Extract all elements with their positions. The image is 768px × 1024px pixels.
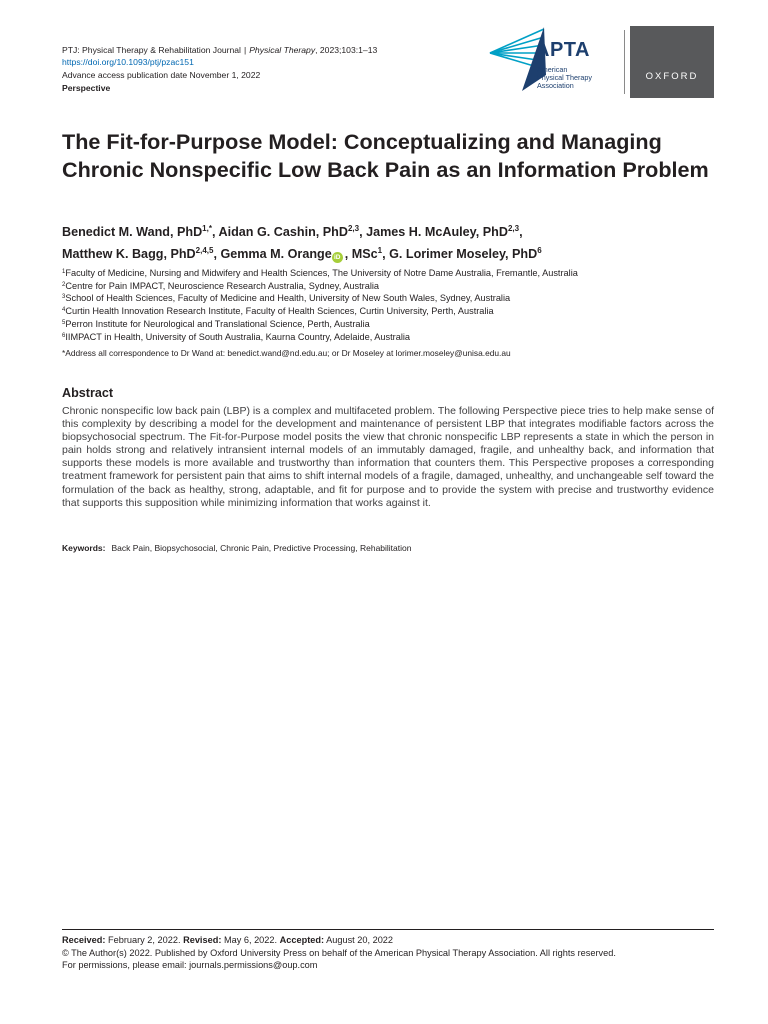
- doi-link[interactable]: https://doi.org/10.1093/ptj/pzac151: [62, 57, 194, 68]
- affiliation: [62, 267, 722, 280]
- affiliation-number: 1: [62, 269, 66, 275]
- correspondence-note: *Address all correspondence to Dr Wand at: benedict.wand@nd.edu.au; or Dr Moseley at lorimer.moseley@unisa.edu.au: [62, 348, 511, 358]
- oxford-wordmark: OXFORD: [645, 71, 699, 82]
- apta-subtitle-line: Association: [537, 81, 574, 90]
- journal-name: PTJ: Physical Therapy & Rehabilitation Journal: [62, 45, 241, 55]
- oxford-logo: [630, 26, 714, 98]
- affiliation: [62, 280, 722, 293]
- author-affil: 1: [377, 246, 383, 255]
- copyright-notice: © The Author(s) 2022. Published by Oxford University Press on behalf of the American Physical Therapy Association. All rights reserved.: [62, 947, 616, 958]
- revised-date: May 6, 2022.: [223, 935, 278, 945]
- received-label: Received:: [62, 935, 106, 945]
- affiliation: [62, 305, 722, 318]
- author-name: Matthew K. Bagg, PhD: [62, 247, 196, 261]
- author[interactable]: [219, 225, 360, 239]
- affiliation-number: 3: [62, 294, 66, 301]
- citation-details: , 2023;103:1–13: [315, 45, 378, 55]
- affiliation-text: Curtin Health Innovation Research Institute, Faculty of Health Sciences, Curtin University, Perth, Australia: [65, 306, 494, 317]
- author[interactable]: [366, 225, 519, 239]
- author-sep: ,: [213, 247, 221, 261]
- author-list: [62, 221, 722, 265]
- abstract-heading: Abstract: [62, 386, 114, 400]
- access-date: Advance access publication date November 1, 2022: [62, 69, 261, 80]
- author-affil: 2,4,5: [195, 246, 214, 255]
- revised-label: Revised:: [183, 935, 222, 945]
- author-affil: 2,3: [507, 224, 520, 233]
- keywords-label: Keywords:: [62, 543, 106, 553]
- affiliation-text: IIMPACT in Health, University of South Australia, Kaurna Country, Adelaide, Australia: [65, 331, 411, 342]
- author-sep: ,: [519, 225, 523, 239]
- abstract-text: Chronic nonspecific low back pain (LBP) is a complex and multifaceted problem. The following Perspective piece tries to help make sense of this complexity by describing a model for the development and maintenance of persistent LBP that integrates modifiable factors across the biopsychosocial spectrum. The Fit-for-Purpose model posits the view that chronic nonspecific LBP represents a state in which the person in pain holds strong and relatively intransient internal models of an immutably damaged, fragile, and unhealthy back, and information that supports these models is more available and trustworthy than information that counters them. This Perspective proposes a corresponding treatment framework for persistent pain that aims to shift internal models of a fragile, damaged, unhealthy, and unchangeable self toward the formulation of the back as healthy, strong, adaptable, and fit for purpose and to provide the system with precise and trustworthy evidence that supports this supposition while minimizing information that works against it.: [62, 405, 714, 509]
- author-affil: 2,3: [347, 224, 360, 233]
- affiliation-text: School of Health Sciences, Faculty of Medicine and Health, University of New South Wales, Sydney, Australia: [65, 293, 511, 304]
- accepted-date: August 20, 2022: [326, 935, 394, 945]
- author[interactable]: [62, 225, 212, 239]
- affiliation-text: Centre for Pain IMPACT, Neuroscience Research Australia, Sydney, Australia: [65, 280, 380, 291]
- author-degree: , MSc: [344, 247, 378, 261]
- author-sep: ,: [359, 225, 367, 239]
- apta-subtitle-line: American: [537, 65, 568, 74]
- author[interactable]: [220, 247, 382, 261]
- affiliation: [62, 318, 722, 331]
- history-dates: [62, 934, 616, 947]
- article-footer: [62, 934, 616, 972]
- journal-header: [62, 44, 377, 95]
- header-separator: |: [243, 45, 247, 55]
- author-affil: 6: [537, 246, 542, 255]
- received-date: February 2, 2022.: [107, 935, 181, 945]
- apta-wordmark: APTA: [535, 39, 590, 61]
- author-name: Benedict M. Wand, PhD: [62, 225, 203, 239]
- footer-rule: [62, 929, 714, 930]
- affiliation-number: 6: [62, 332, 66, 339]
- author[interactable]: [62, 247, 213, 261]
- affiliation-number: 2: [62, 281, 66, 288]
- permissions-notice: For permissions, please email: journals.permissions@oup.com: [62, 960, 318, 970]
- apta-subtitle: [537, 66, 592, 90]
- affiliation-number: 5: [62, 319, 66, 326]
- author-name: James H. McAuley, PhD: [366, 225, 508, 239]
- author[interactable]: [389, 247, 542, 261]
- article-title: The Fit-for-Purpose Model: Conceptualizing and Managing Chronic Nonspecific Low Back Pain as an Information Problem: [62, 129, 709, 182]
- author-name: Gemma M. Orange: [220, 247, 332, 261]
- article-type: Perspective: [62, 83, 111, 94]
- author-sep: ,: [382, 247, 390, 261]
- citation-journal: Physical Therapy: [249, 45, 316, 55]
- apta-subtitle-line: Physical Therapy: [537, 73, 592, 82]
- logo-divider: [624, 30, 625, 94]
- affiliation: [62, 292, 722, 305]
- author-name: Aidan G. Cashin, PhD: [218, 225, 348, 239]
- affiliation: [62, 331, 722, 344]
- affiliation-number: 4: [62, 307, 66, 314]
- keywords-list: Back Pain, Biopsychosocial, Chronic Pain, Predictive Processing, Rehabilitation: [111, 543, 412, 553]
- orcid-icon[interactable]: iD: [332, 252, 343, 263]
- author-sep: ,: [211, 225, 219, 239]
- affiliation-text: Faculty of Medicine, Nursing and Midwifery and Health Sciences, The University of Notre Dame Australia, Fremantle, Australia: [65, 268, 578, 278]
- affiliation-list: [62, 267, 722, 343]
- author-affil: 1,*: [202, 224, 212, 233]
- author-name: G. Lorimer Moseley, PhD: [389, 247, 538, 261]
- keywords-line: [62, 543, 411, 553]
- apta-logo: [488, 25, 624, 97]
- affiliation-text: Perron Institute for Neurological and Translational Science, Perth, Australia: [65, 318, 370, 329]
- accepted-label: Accepted:: [279, 935, 325, 945]
